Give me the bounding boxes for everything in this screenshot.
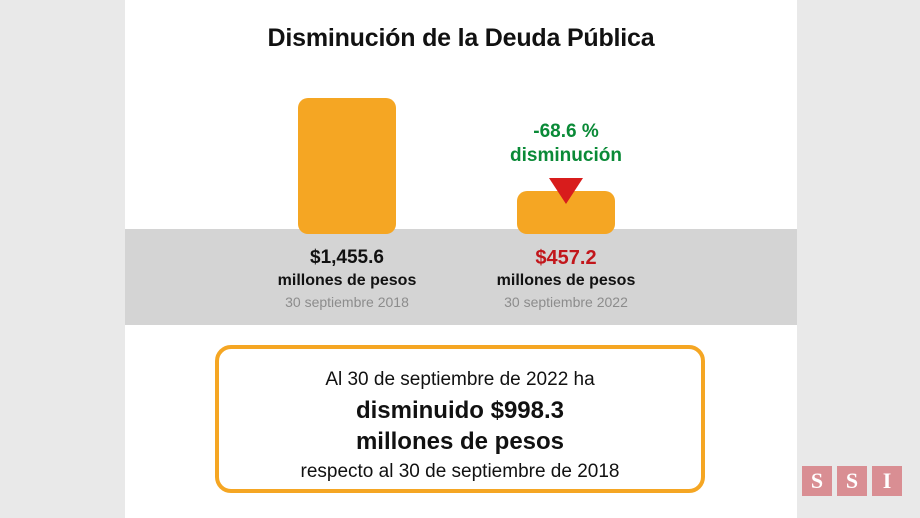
- watermark-letter-1: S: [802, 466, 832, 496]
- unit-2022: millones de pesos: [496, 272, 636, 289]
- unit-2018: millones de pesos: [277, 272, 417, 289]
- summary-line-1: Al 30 de septiembre de 2022 ha: [325, 369, 595, 390]
- date-2018: 30 septiembre 2018: [285, 294, 409, 310]
- decrease-word: disminución: [510, 145, 622, 166]
- summary-line-4: respecto al 30 de septiembre de 2018: [300, 461, 620, 482]
- summary-line-3: millones de pesos: [355, 428, 565, 455]
- column-label-2022: [416, 246, 716, 312]
- down-arrow-icon: [549, 178, 583, 204]
- watermark-letter-2: S: [837, 466, 867, 496]
- date-2022: 30 septiembre 2022: [504, 294, 628, 310]
- value-2018: $1,455.6: [310, 247, 384, 268]
- value-2022: $457.2: [535, 247, 597, 269]
- decrease-annotation: [416, 120, 716, 168]
- watermark-letter-3: I: [872, 466, 902, 496]
- bar-2018: [298, 98, 396, 234]
- decrease-percent: -68.6 %: [533, 121, 599, 142]
- watermark-logo: [802, 466, 902, 496]
- summary-callout: [215, 345, 705, 493]
- page-title: Disminución de la Deuda Pública: [267, 24, 655, 52]
- summary-line-2: disminuido $998.3: [355, 397, 565, 424]
